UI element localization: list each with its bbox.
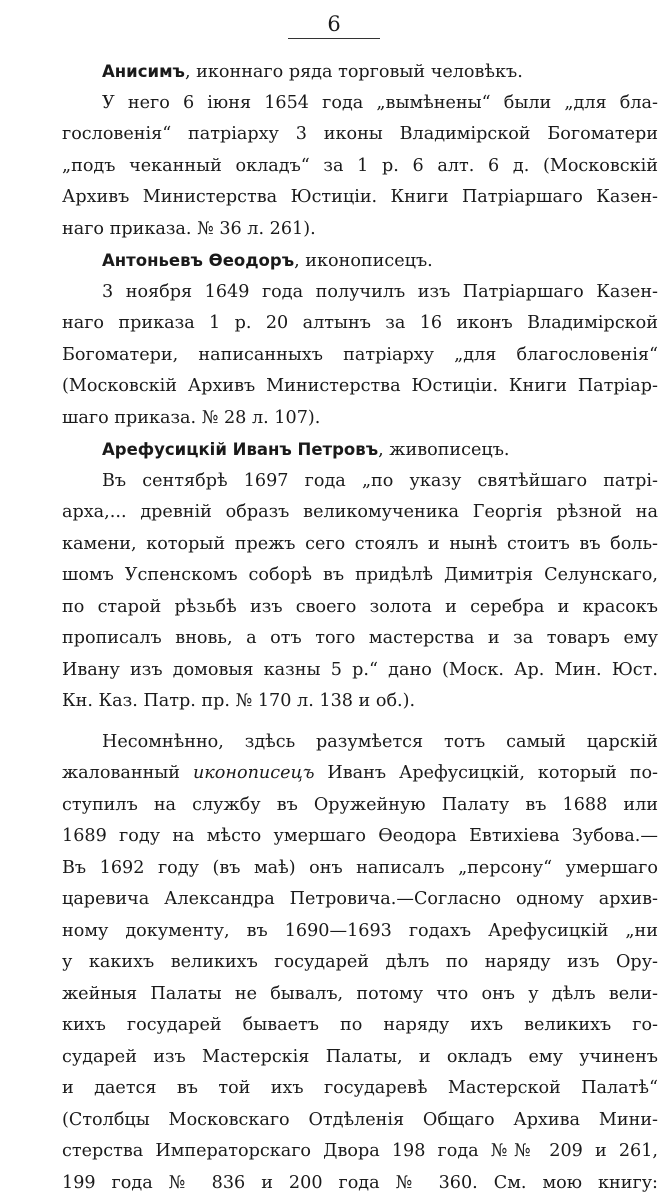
text-line: Богоматери, написанныхъ патрiарху „для благословенiя“ — [62, 340, 658, 372]
text-line: шаго приказа. № 28 л. 107). — [62, 403, 658, 435]
text-line: у какихъ великихъ государей дѣлъ по наряду изъ Ору- — [62, 947, 658, 979]
text-line: арха,... древнiй образъ великомученика Георгiя рѣзной на — [62, 497, 658, 529]
entry-name: Арефусицкiй Иванъ Петровъ — [102, 440, 378, 459]
text-line: сударей изъ Мастерскiя Палаты, и окладъ ему учиненъ — [62, 1042, 658, 1074]
text-line: Въ сентябрѣ 1697 года „по указу святѣйшаго патрi- — [62, 466, 658, 498]
text-line: гословенiя“ патрiарху 3 иконы Владимiрской Богоматери — [62, 119, 658, 151]
text-line: жейныя Палаты не бывалъ, потому что онъ у дѣлъ вели- — [62, 979, 658, 1011]
entry-heading — [62, 245, 658, 277]
text-line: Кн. Каз. Патр. пр. № 170 л. 138 и об.). — [62, 686, 658, 718]
italic-term: иконописецъ — [193, 763, 315, 783]
text-line-italic-mix — [62, 758, 658, 790]
text-line: (Столбцы Московскаго Отдѣленiя Общаго Архива Мини- — [62, 1105, 658, 1137]
entry-role: , иконнаго ряда торговый человѣкъ. — [185, 62, 523, 82]
text-fragment: Иванъ Арефусицкiй, который по- — [315, 763, 659, 783]
header-rule — [288, 38, 380, 39]
text-line: наго приказа. № 36 л. 261). — [62, 214, 658, 246]
text-line: Въ 1692 году (въ маѣ) онъ написалъ „персону“ умершаго — [62, 853, 658, 885]
entry-heading — [62, 56, 658, 88]
text-line: царевича Александра Петровича.—Согласно одному архив- — [62, 884, 658, 916]
text-line: „подъ чеканный окладъ“ за 1 р. 6 алт. 6 д. (Московскiй — [62, 151, 658, 183]
text-line: шомъ Успенскомъ соборѣ въ придѣлѣ Димитрiя Селунскаго, — [62, 560, 658, 592]
text-line: ному документу, въ 1690—1693 годахъ Арефусицкiй „ни — [62, 916, 658, 948]
text-line: и дается въ той ихъ государевѣ Мастерской Палатѣ“ — [62, 1073, 658, 1105]
text-line: наго приказа 1 р. 20 алтынъ за 16 иконъ Владимiрской — [62, 308, 658, 340]
text-line: Архивъ Министерства Юстицiи. Книги Патрiаршаго Казен- — [62, 182, 658, 214]
entry-role: , живописецъ. — [378, 440, 509, 460]
text-line: камени, который прежъ сего стоялъ и нынѣ стоитъ въ боль- — [62, 529, 658, 561]
text-line: прописалъ вновь, а отъ того мастерства и за товаръ ему — [62, 623, 658, 655]
page-number: 6 — [0, 12, 668, 36]
page-text — [62, 56, 658, 1199]
text-line: 3 ноября 1649 года получилъ изъ Патрiаршаго Казен- — [62, 277, 658, 309]
text-line: 1689 году на мѣсто умершаго Ѳеодора Евтихiева Зубова.— — [62, 821, 658, 853]
entry-name: Антоньевъ Ѳеодоръ — [102, 251, 294, 270]
text-line: 199 года № 836 и 200 года № 360. См. мою книгу: — [62, 1168, 658, 1199]
entry-heading — [62, 434, 658, 466]
text-line: Несомнѣнно, здѣсь разумѣется тотъ самый царскiй — [62, 727, 658, 759]
entry-role: , иконописецъ. — [294, 251, 433, 271]
text-fragment: жалованный — [62, 763, 193, 783]
text-line: Ивану изъ домовыя казны 5 р.“ дано (Моск. Ар. Мин. Юст. — [62, 655, 658, 687]
text-line: кихъ государей бываетъ по наряду ихъ великихъ го- — [62, 1010, 658, 1042]
text-line: стерства Императорскаго Двора 198 года №№ 209 и 261, — [62, 1136, 658, 1168]
entry-name: Анисимъ — [102, 62, 185, 81]
text-line: ступилъ на службу въ Оружейную Палату въ 1688 или — [62, 790, 658, 822]
text-line: У него 6 iюня 1654 года „вымѣнены“ были „для бла- — [62, 88, 658, 120]
text-line: по старой рѣзьбѣ изъ своего золота и серебра и красокъ — [62, 592, 658, 624]
text-line: (Московскiй Архивъ Министерства Юстицiи. Книги Патрiар- — [62, 371, 658, 403]
